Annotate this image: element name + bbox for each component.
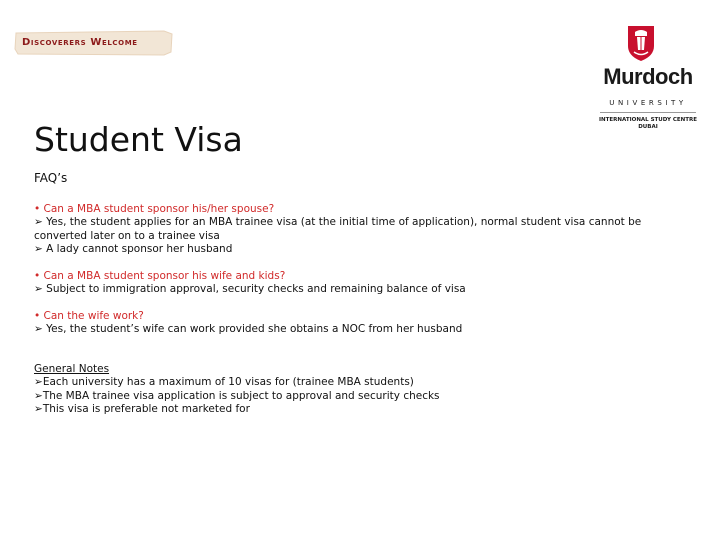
question-text: Can a MBA student sponsor his wife and kids? bbox=[43, 269, 286, 282]
faq-item-1 bbox=[34, 203, 684, 257]
murdoch-logo bbox=[592, 24, 704, 144]
arrow-bullet-icon: ➢ bbox=[34, 283, 43, 295]
logo-line2: DUBAI bbox=[638, 124, 658, 130]
question-text: Can the wife work? bbox=[43, 309, 144, 322]
shield-icon bbox=[626, 24, 656, 62]
note-text: This visa is preferable not marketed for bbox=[42, 403, 250, 415]
faq-question: • Can a MBA student sponsor his/her spouse? bbox=[34, 202, 275, 215]
logo-divider bbox=[600, 112, 696, 113]
discoverers-welcome-banner bbox=[14, 30, 174, 56]
arrow-bullet-icon: ➢ bbox=[34, 216, 43, 228]
faq-item-2 bbox=[34, 270, 684, 297]
banner-text: Discoverers Welcome bbox=[22, 37, 138, 48]
notes-heading: General Notes bbox=[34, 362, 110, 375]
answer-text: Yes, the student’s wife can work provided she obtains a NOC from her husband bbox=[46, 323, 463, 335]
logo-line1: INTERNATIONAL STUDY CENTRE bbox=[599, 117, 697, 123]
note-text: The MBA trainee visa application is subject to approval and security checks bbox=[42, 389, 440, 402]
note-item bbox=[34, 376, 684, 390]
general-notes bbox=[34, 363, 684, 417]
faq-question: • Can a MBA student sponsor his wife and kids? bbox=[34, 269, 286, 282]
faqs-label: FAQ’s bbox=[34, 171, 68, 185]
answer-text: Yes, the student applies for an MBA trainee visa (at the initial time of application), normal student visa cannot be converted later on to a trainee visa bbox=[34, 216, 642, 242]
note-text: Each university has a maximum of 10 visas for (trainee MBA students) bbox=[42, 376, 414, 388]
note-item bbox=[34, 390, 684, 404]
faq-answer bbox=[34, 323, 684, 337]
arrow-bullet-icon: ➢ bbox=[34, 403, 43, 415]
faq-answer bbox=[34, 243, 684, 257]
arrow-bullet-icon: ➢ bbox=[34, 243, 43, 255]
page-title: Student Visa bbox=[34, 120, 243, 159]
logo-study-centre bbox=[592, 117, 704, 131]
logo-name: Murdoch bbox=[603, 64, 693, 89]
note-item bbox=[34, 403, 684, 417]
faq-question: • Can the wife work? bbox=[34, 309, 144, 322]
faq-item-3 bbox=[34, 310, 684, 337]
logo-university: UNIVERSITY bbox=[609, 99, 687, 107]
faq-answer bbox=[34, 216, 684, 243]
arrow-bullet-icon: ➢ bbox=[34, 323, 43, 335]
faq-answer bbox=[34, 283, 684, 297]
slide-content bbox=[34, 172, 684, 417]
answer-text: A lady cannot sponsor her husband bbox=[46, 243, 233, 255]
answer-text: Subject to immigration approval, security checks and remaining balance of visa bbox=[46, 283, 466, 295]
question-text: Can a MBA student sponsor his/her spouse? bbox=[43, 202, 275, 215]
arrow-bullet-icon: ➢ bbox=[34, 389, 43, 402]
arrow-bullet-icon: ➢ bbox=[34, 376, 43, 388]
